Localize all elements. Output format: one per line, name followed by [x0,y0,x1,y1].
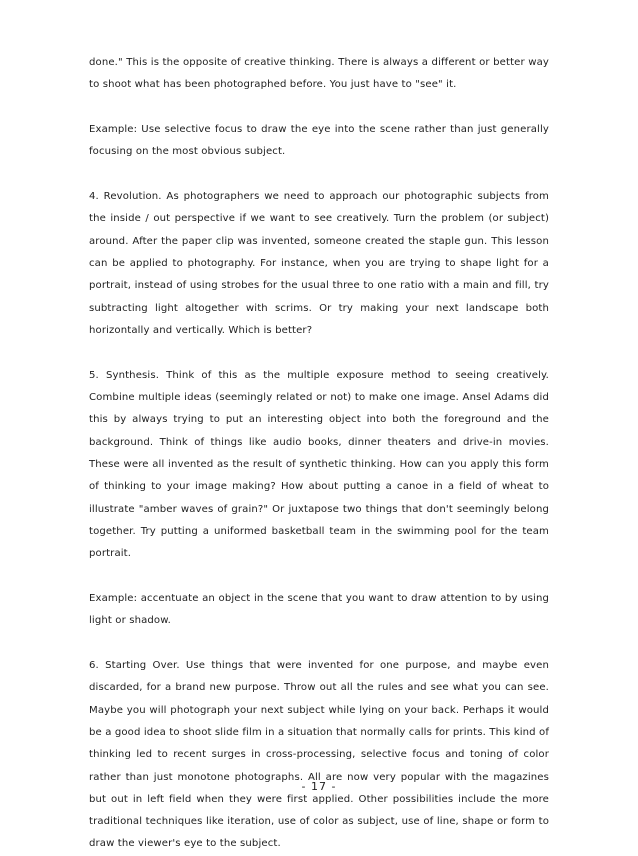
paragraph-example-accentuate: Example: accentuate an object in the scene that you want to draw attention to by using light or shadow. [89,592,549,627]
paragraph-creative-thinking-conclusion: done." This is the opposite of creative thinking. There is always a different or better way to shoot what has been photographed before. You just have to "see" it. [89,57,549,91]
paragraph-synthesis: 5. Synthesis. Think of this as the multiple exposure method to seeing creatively. Combine multiple ideas (seemingly related or not) to make one image. Ansel Adams did this by always trying to put an interesting object into both the foreground and the background. Think of things like audio books, dinner theaters and drive-in movies. These were all invented as the result of synthetic thinking. How can you apply this form of thinking to your image making? How about putting a canoe in a field of wheat to illustrate "amber waves of grain?" Or juxtapose two things that don't seemingly belong together. Try putting a uniformed basketball team in the swimming pool for the team portrait. [89,369,549,560]
page-number: - 17 - [301,780,337,793]
paragraph-revolution: 4. Revolution. As photographers we need to approach our photographic subjects from the inside / out perspective if we want to see creatively. Turn the problem (or subject) around. After the paper clip was invented, someone created the staple gun. This lesson can be applied to photography. For instance, when you are trying to shape light for a portrait, instead of using strobes for the usual three to one ratio with a main and fill, try subtracting light altogether with scrims. Or try making your next landscape both horizontally and vertically. Which is better? [89,191,549,336]
page-body [89,52,549,856]
paragraph-starting-over: 6. Starting Over. Use things that were invented for one purpose, and maybe even discarded, for a brand new purpose. Throw out all the rules and see what you can see. Maybe you will photograph your next subject while lying on your back. Perhaps it would be a good idea to shoot slide film in a situation that normally calls for prints. This kind of thinking led to recent surges in cross-processing, selective focus and toning of color rather than just monotone photographs. All are now very popular with the magazines but out in left field when they were first applied. Other possibilities include the more traditional techniques like iteration, use of color as subject, use of line, shape or form to draw the viewer's eye to the subject. [89,660,549,850]
paragraph-example-selective-focus: Example: Use selective focus to draw the eye into the scene rather than just generally focusing on the most obvious subject. [89,124,549,158]
